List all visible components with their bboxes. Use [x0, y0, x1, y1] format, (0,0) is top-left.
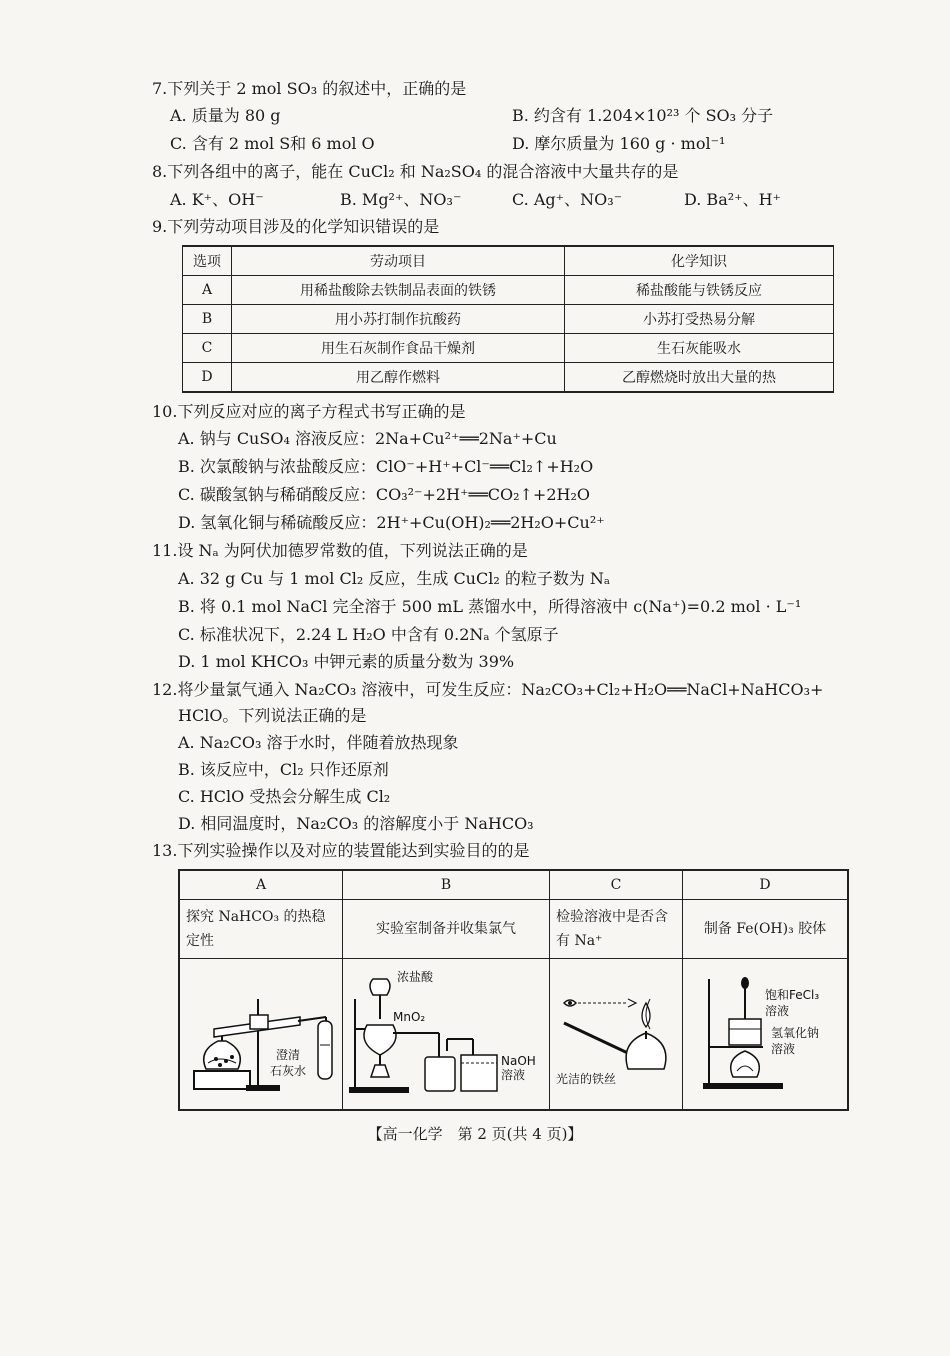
question-8-stem: 8.下列各组中的离子，能在 CuCl₂ 和 Na₂SO₄ 的混合溶液中大量共存的是 — [152, 162, 679, 181]
label-naoh-d: 氢氧化钠 — [771, 1026, 820, 1040]
header-cell: B — [343, 870, 550, 900]
table-header-row — [183, 246, 834, 276]
question-9-stem: 9.下列劳动项目涉及的化学知识错误的是 — [152, 217, 440, 236]
q12-option-b: B. 该反应中，Cl₂ 只作还原剂 — [178, 760, 389, 779]
question-12-stem: 12.将少量氯气通入 Na₂CO₃ 溶液中，可发生反应：Na₂CO₃+Cl₂+H₂O══NaCl+NaHCO₃+ — [152, 680, 824, 699]
q11-option-a: A. 32 g Cu 与 1 mol Cl₂ 反应，生成 CuCl₂ 的粒子数为 Nₐ — [178, 569, 611, 588]
label-limewater: 澄清 — [276, 1048, 301, 1062]
cell-option: D — [183, 363, 232, 393]
q10-option-d: D. 氢氧化铜与稀硫酸反应：2H⁺+Cu(OH)₂══2H₂O+Cu²⁺ — [178, 513, 605, 532]
q10-option-b: B. 次氯酸钠与浓盐酸反应：ClO⁻+H⁺+Cl⁻══Cl₂↑+H₂O — [178, 457, 594, 476]
label-naoh-d-solution: 溶液 — [771, 1042, 796, 1056]
q7-option-b: B. 约含有 1.204×10²³ 个 SO₃ 分子 — [512, 106, 774, 125]
table-row — [183, 363, 834, 393]
cell-project: 用稀盐酸除去铁制品表面的铁锈 — [232, 276, 565, 305]
purpose-cell: 实验室制备并收集氯气 — [343, 900, 550, 959]
label-limewater-2: 石灰水 — [270, 1064, 307, 1078]
question-10-stem: 10.下列反应对应的离子方程式书写正确的是 — [152, 402, 466, 421]
q7-option-a: A. 质量为 80 g — [170, 106, 281, 125]
cell-option: A — [183, 276, 232, 305]
question-13-stem: 13.下列实验操作以及对应的装置能达到实验目的的是 — [152, 841, 530, 860]
cell-knowledge: 乙醇燃烧时放出大量的热 — [565, 363, 834, 393]
q7-option-c: C. 含有 2 mol S和 6 mol O — [170, 134, 375, 153]
chlorine-apparatus-diagram — [343, 959, 549, 1105]
cell-knowledge: 生石灰能吸水 — [565, 334, 834, 363]
apparatus-c-cell — [550, 959, 683, 1111]
cell-option: C — [183, 334, 232, 363]
label-mno2: MnO₂ — [393, 1010, 426, 1024]
q7-option-d: D. 摩尔质量为 160 g · mol⁻¹ — [512, 134, 726, 153]
table-header-row — [179, 870, 848, 900]
q10-option-a: A. 钠与 CuSO₄ 溶液反应：2Na+Cu²⁺══2Na⁺+Cu — [178, 429, 557, 448]
q11-option-b: B. 将 0.1 mol NaCl 完全溶于 500 mL 蒸馏水中，所得溶液中 c(Na⁺)=0.2 mol · L⁻¹ — [178, 597, 802, 616]
question-7-stem: 7.下列关于 2 mol SO₃ 的叙述中，正确的是 — [152, 79, 467, 98]
cell-knowledge: 小苏打受热易分解 — [565, 305, 834, 334]
apparatus-d-cell — [683, 959, 849, 1111]
label-naoh-solution: 溶液 — [501, 1068, 526, 1082]
q8-option-b: B. Mg²⁺、NO₃⁻ — [340, 190, 462, 209]
cell-knowledge: 稀盐酸能与铁锈反应 — [565, 276, 834, 305]
q13-table — [178, 869, 849, 1111]
cell-option: B — [183, 305, 232, 334]
q11-option-c: C. 标准状况下，2.24 L H₂O 中含有 0.2Nₐ 个氢原子 — [178, 625, 559, 644]
label-fecl3-solution: 溶液 — [765, 1004, 790, 1018]
label-naoh: NaOH — [501, 1054, 536, 1068]
q8-option-a: A. K⁺、OH⁻ — [170, 190, 264, 209]
label-fecl3: 饱和FeCl₃ — [765, 988, 820, 1002]
q11-option-d: D. 1 mol KHCO₃ 中钾元素的质量分数为 39% — [178, 652, 515, 671]
cell-project: 用生石灰制作食品干燥剂 — [232, 334, 565, 363]
purpose-cell: 制备 Fe(OH)₃ 胶体 — [683, 900, 849, 959]
table-row — [179, 959, 848, 1111]
header-cell: A — [179, 870, 343, 900]
label-conc-hcl: 浓盐酸 — [397, 970, 434, 984]
q12-option-d: D. 相同温度时，Na₂CO₃ 的溶解度小于 NaHCO₃ — [178, 814, 534, 833]
header-cell: D — [683, 870, 849, 900]
label-clean-wire: 光洁的铁丝 — [556, 1072, 617, 1086]
table-row — [183, 276, 834, 305]
header-cell: 化学知识 — [565, 246, 834, 276]
q8-option-c: C. Ag⁺、NO₃⁻ — [512, 190, 623, 209]
table-row — [183, 305, 834, 334]
purpose-cell: 检验溶液中是否含有 Na⁺ — [550, 900, 683, 959]
page-footer: 【高一化学 第 2 页(共 4 页)】 — [367, 1125, 583, 1143]
apparatus-a-cell — [179, 959, 343, 1111]
cell-project: 用乙醇作燃料 — [232, 363, 565, 393]
heating-apparatus-diagram — [180, 959, 342, 1105]
cell-project: 用小苏打制作抗酸药 — [232, 305, 565, 334]
q12-option-a: A. Na₂CO₃ 溶于水时，伴随着放热现象 — [178, 733, 459, 752]
q8-option-d: D. Ba²⁺、H⁺ — [684, 190, 781, 209]
q12-option-c: C. HClO 受热会分解生成 Cl₂ — [178, 787, 391, 806]
question-11-stem: 11.设 Nₐ 为阿伏加德罗常数的值，下列说法正确的是 — [152, 541, 528, 560]
flame-test-diagram — [550, 959, 682, 1105]
table-row — [183, 334, 834, 363]
q10-option-c: C. 碳酸氢钠与稀硝酸反应：CO₃²⁻+2H⁺══CO₂↑+2H₂O — [178, 485, 590, 504]
header-cell: 劳动项目 — [232, 246, 565, 276]
question-12-stem-cont: HClO。下列说法正确的是 — [178, 706, 367, 725]
apparatus-b-cell — [343, 959, 550, 1111]
purpose-cell: 探究 NaHCO₃ 的热稳定性 — [179, 900, 343, 959]
table-row — [179, 900, 848, 959]
header-cell: 选项 — [183, 246, 232, 276]
colloid-apparatus-diagram — [683, 959, 847, 1105]
q9-table — [182, 245, 834, 393]
header-cell: C — [550, 870, 683, 900]
